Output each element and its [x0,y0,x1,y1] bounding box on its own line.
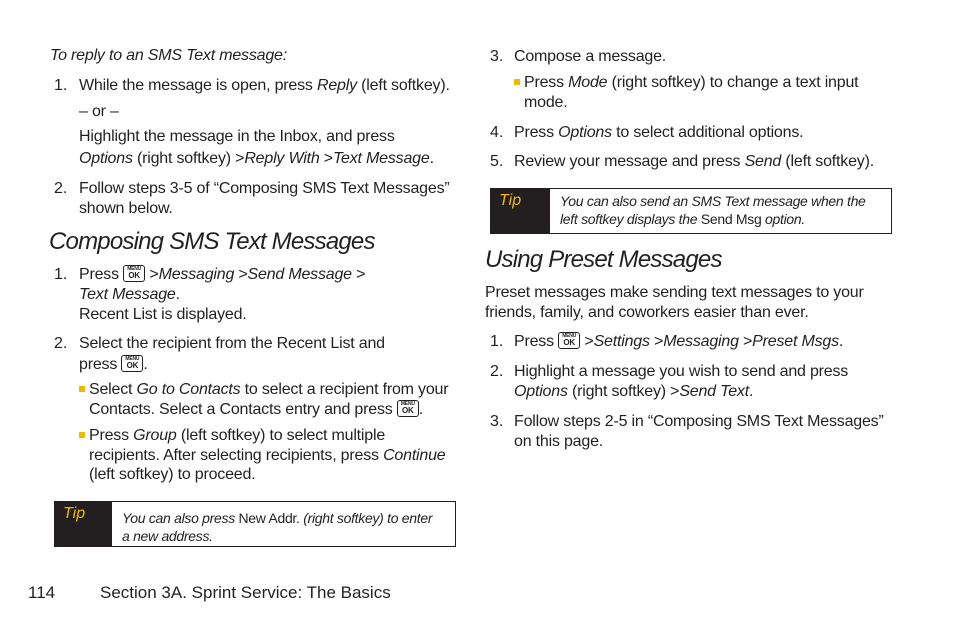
tip-text: You can also send an SMS Text message when the left softkey displays the Send Msg option. [560,193,866,227]
step-number: 2. [54,180,68,197]
menu-ok-key-icon: MENU OK [121,355,143,372]
preset-intro-line2: friends, family, and coworkers easier than ever. [485,304,809,321]
or-separator: – or – [79,103,119,120]
bullet-go-to-contacts: Select Go to Contacts to select a recipient from your [79,380,448,400]
step-number: 5. [490,153,504,170]
preset-heading: Using Preset Messages [485,246,722,273]
compose-step-5: Review your message and press Send (left softkey). [514,153,874,170]
step-number: 1. [54,77,68,94]
compose-step-3: Compose a message. [514,48,667,65]
page-number: 114 [28,583,56,602]
menu-ok-key-icon: MENU OK [123,265,145,282]
preset-step-2-line2: Options (right softkey) >Send Text. [514,383,754,400]
tip-box-new-addr [54,501,456,547]
bullet-icon [514,79,520,85]
step-number: 1. [490,333,504,350]
menu-ok-key-icon: MENU OK [397,400,419,417]
bullet-go-to-contacts-line2: Contacts. Select a Contacts entry and press MENU OK . [89,401,424,418]
step-number: 1. [54,266,68,283]
reply-step-1: While the message is open, press Reply (left softkey). [79,77,450,94]
tip-label: Tip [55,502,112,546]
compose-step-4: Press Options to select additional options. [514,124,804,141]
composing-heading: Composing SMS Text Messages [49,228,375,255]
compose-step-1-line3: Recent List is displayed. [79,306,247,323]
tip-text: You can also press New Addr. (right softkey) to enter a new address. [122,510,433,544]
preset-step-3-line2: on this page. [514,433,604,450]
preset-step-2-line1: Highlight a message you wish to send and press [514,363,849,380]
highlight-instruction: Highlight the message in the Inbox, and press [79,128,395,145]
step-number: 2. [54,335,68,352]
compose-step-2-line2: press MENU OK . [79,356,148,373]
bullet-group-line3: (left softkey) to proceed. [89,466,256,483]
section-title: Section 3A. Sprint Service: The Basics [100,583,391,602]
bullet-group-line2: recipients. After selecting recipients, press Continue [89,447,446,464]
compose-step-2-line1: Select the recipient from the Recent List and [79,335,385,352]
menu-ok-key-icon: MENU OK [558,332,580,349]
highlight-menu-path: Options (right softkey) >Reply With >Text Message. [79,150,434,167]
bullet-icon [79,432,85,438]
reply-step-2-line1: Follow steps 3-5 of “Composing SMS Text Messages” [79,180,450,197]
bullet-icon [79,386,85,392]
compose-step-1-line2: Text Message. [79,286,180,303]
bullet-group: Press Group (left softkey) to select multiple [79,426,385,446]
step-number: 4. [490,124,504,141]
reply-step-2-line2: shown below. [79,200,173,217]
preset-intro-line1: Preset messages make sending text messages to your [485,284,864,301]
reply-heading: To reply to an SMS Text message: [50,47,287,64]
tip-label: Tip [491,189,550,233]
preset-step-1: Press MENU OK >Settings >Messaging >Preset Msgs. [514,333,844,350]
tip-box-send-msg [490,188,892,234]
step-number: 2. [490,363,504,380]
step-number: 3. [490,48,504,65]
step-number: 3. [490,413,504,430]
bullet-mode: Press Mode (right softkey) to change a text input [514,73,858,93]
compose-step-1: Press MENU OK >Messaging >Send Message > [79,266,366,283]
bullet-mode-line2: mode. [524,94,568,111]
preset-step-3-line1: Follow steps 2-5 in “Composing SMS Text Messages” [514,413,884,430]
